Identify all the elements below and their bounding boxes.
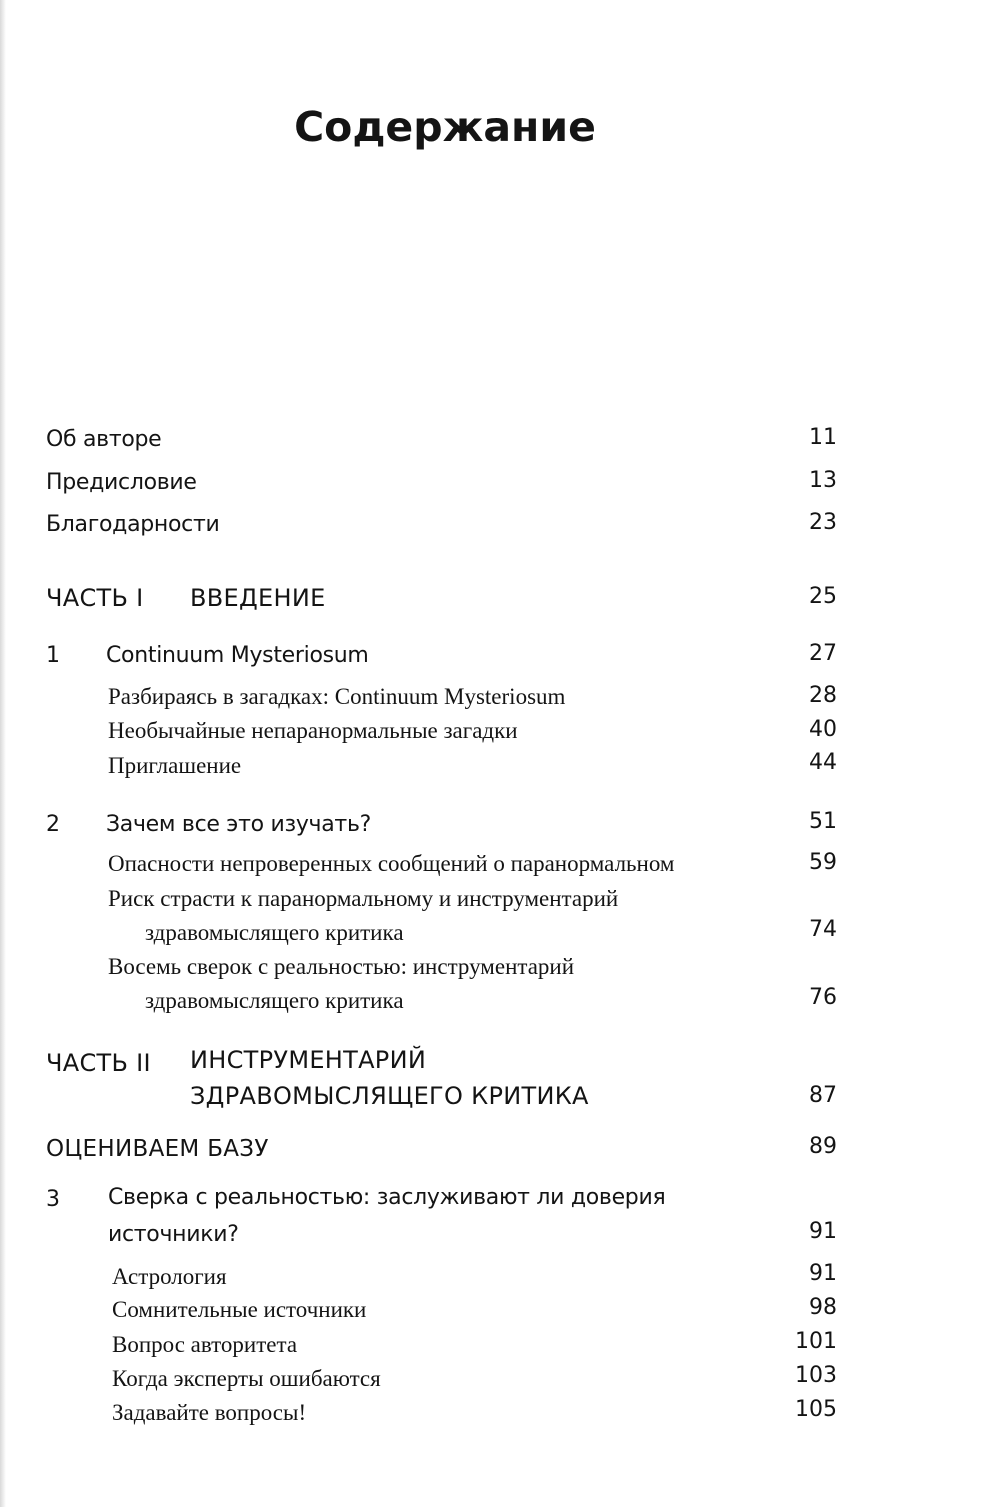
part-title-line2: ЗДРАВОМЫСЛЯЩЕГО КРИТИКА xyxy=(190,1082,589,1110)
section-title: Приглашение xyxy=(108,753,242,778)
chapter-number: 1 xyxy=(46,643,60,668)
section-title-line2: здравомыслящего критика xyxy=(145,988,404,1013)
toc-page-number: 105 xyxy=(795,1397,837,1422)
section-title: Опасности непроверенных сообщений о паранормальном xyxy=(108,851,675,876)
toc-page-number: 101 xyxy=(795,1329,837,1354)
toc-page-number: 76 xyxy=(809,985,837,1010)
part-label: ЧАСТЬ II xyxy=(46,1049,151,1077)
toc-page-number: 74 xyxy=(809,917,837,942)
section-title: Вопрос авторитета xyxy=(112,1332,298,1357)
section-title-line1: Восемь сверок с реальностью: инструментарий xyxy=(108,954,575,979)
toc-page-number: 91 xyxy=(809,1261,837,1286)
chapter-number: 2 xyxy=(46,812,60,837)
toc-page-number: 28 xyxy=(809,683,837,708)
part-title-line1: ИНСТРУМЕНТАРИЙ xyxy=(190,1046,427,1074)
toc-page-number: 23 xyxy=(809,510,837,535)
chapter-title-line1: Сверка с реальностью: заслуживают ли доверия xyxy=(108,1185,666,1210)
toc-page-number: 11 xyxy=(809,425,837,450)
toc-page-number: 13 xyxy=(809,468,837,493)
chapter-title-line2: источники? xyxy=(108,1222,239,1247)
section-heading-title: ОЦЕНИВАЕМ БАЗУ xyxy=(46,1136,269,1162)
toc-entry-label: Предисловие xyxy=(46,470,197,495)
section-title-line2: здравомыслящего критика xyxy=(145,920,404,945)
toc-page-number: 103 xyxy=(795,1363,837,1388)
page-title: Содержание xyxy=(294,103,596,151)
section-title: Разбираясь в загадках: Continuum Mysteriosum xyxy=(108,684,566,709)
section-title: Сомнительные источники xyxy=(112,1297,367,1322)
chapter-title: Continuum Mysteriosum xyxy=(106,643,369,668)
toc-page-number: 44 xyxy=(809,750,837,775)
toc-page-number: 59 xyxy=(809,850,837,875)
section-title-line1: Риск страсти к паранормальному и инструментарий xyxy=(108,886,619,911)
chapter-title: Зачем все это изучать? xyxy=(106,812,371,837)
part-label: ЧАСТЬ I xyxy=(46,584,144,612)
toc-page-number: 40 xyxy=(809,717,837,742)
section-title: Астрология xyxy=(112,1264,227,1289)
toc-page-number: 89 xyxy=(809,1134,837,1159)
toc-entry-label: Об авторе xyxy=(46,427,162,452)
toc-page-number: 91 xyxy=(809,1219,837,1244)
section-title: Необычайные непаранормальные загадки xyxy=(108,718,518,743)
chapter-number: 3 xyxy=(46,1187,60,1212)
toc-entry-label: Благодарности xyxy=(46,512,220,537)
toc-page-number: 87 xyxy=(809,1083,837,1108)
toc-page-number: 98 xyxy=(809,1295,837,1320)
toc-page-number: 51 xyxy=(809,809,837,834)
page-edge-shadow xyxy=(0,0,6,1507)
part-title: ВВЕДЕНИЕ xyxy=(190,584,326,612)
section-title: Когда эксперты ошибаются xyxy=(112,1366,381,1391)
toc-page-number: 27 xyxy=(809,641,837,666)
toc-page-number: 25 xyxy=(809,584,837,609)
section-title: Задавайте вопросы! xyxy=(112,1400,307,1425)
